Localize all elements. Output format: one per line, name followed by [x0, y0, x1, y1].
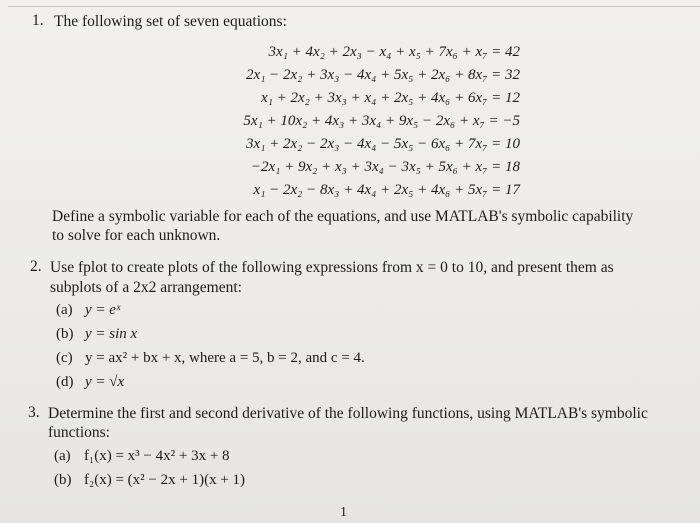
q2-item-c-text: y = ax² + bx + x, where a = 5, b = 2, and c = 4.	[85, 350, 365, 366]
equation-4: 5x₁ + 10x₂ + 4x₃ + 3x₄ + 9x₅ − 2x₆ + x₇ = −5	[243, 113, 520, 129]
q2-number: 2.	[30, 258, 42, 275]
q3-item-b-label: (b)	[54, 472, 72, 488]
q2-line2: subplots of a 2x2 arrangement:	[50, 279, 242, 296]
q2-item-d-label: (d)	[56, 374, 74, 390]
q2-item-a-text: y = eˣ	[85, 302, 121, 318]
q3-item-b-text: f₂(x) = (x² − 2x + 1)(x + 1)	[84, 472, 246, 488]
q2-item-a-label: (a)	[56, 302, 73, 318]
q3-line1: Determine the first and second derivative of the following functions, using MATLAB's symbolic	[48, 405, 648, 422]
q1-number: 1.	[32, 12, 44, 29]
equation-3: x₁ + 2x₂ + 3x₃ + x₄ + 2x₅ + 4x₆ + 6x₇ = 12	[261, 90, 520, 106]
q2-item-b-text: y = sin x	[85, 326, 138, 342]
equation-5: 3x₁ + 2x₂ − 2x₃ − 4x₄ − 5x₅ − 6x₆ + 7x₇ = 10	[246, 136, 520, 152]
equation-2: 2x₁ − 2x₂ + 3x₃ − 4x₄ + 5x₅ + 2x₆ + 8x₇ = 32	[246, 67, 520, 83]
q2-item-d-text: y = √x	[85, 374, 125, 390]
q3-line2: functions:	[48, 424, 110, 441]
q1-instruction-line2: to solve for each unknown.	[52, 227, 221, 244]
equation-7: x₁ − 2x₂ − 8x₃ + 4x₄ + 2x₅ + 4x₆ + 5x₇ = 17	[253, 182, 520, 198]
q1-intro: The following set of seven equations:	[54, 13, 287, 30]
q1-instruction-line1: Define a symbolic variable for each of the equations, and use MATLAB's symbolic capability	[52, 208, 634, 225]
q3-number: 3.	[28, 404, 40, 421]
q3-item-a-text: f₁(x) = x³ − 4x² + 3x + 8	[84, 448, 230, 464]
equation-6: −2x₁ + 9x₂ + x₃ + 3x₄ − 3x₅ + 5x₆ + x₇ = 18	[250, 159, 520, 175]
q2-item-c-label: (c)	[56, 350, 73, 366]
q2-line1: Use fplot to create plots of the following expressions from x = 0 to 10, and present them as	[50, 259, 614, 276]
q3-item-a-label: (a)	[54, 448, 71, 464]
page-top-rule	[8, 0, 700, 7]
page-number: 1	[340, 505, 347, 520]
q2-item-b-label: (b)	[56, 326, 74, 342]
equation-1: 3x₁ + 4x₂ + 2x₃ − x₄ + x₅ + 7x₆ + x₇ = 42	[268, 44, 520, 60]
